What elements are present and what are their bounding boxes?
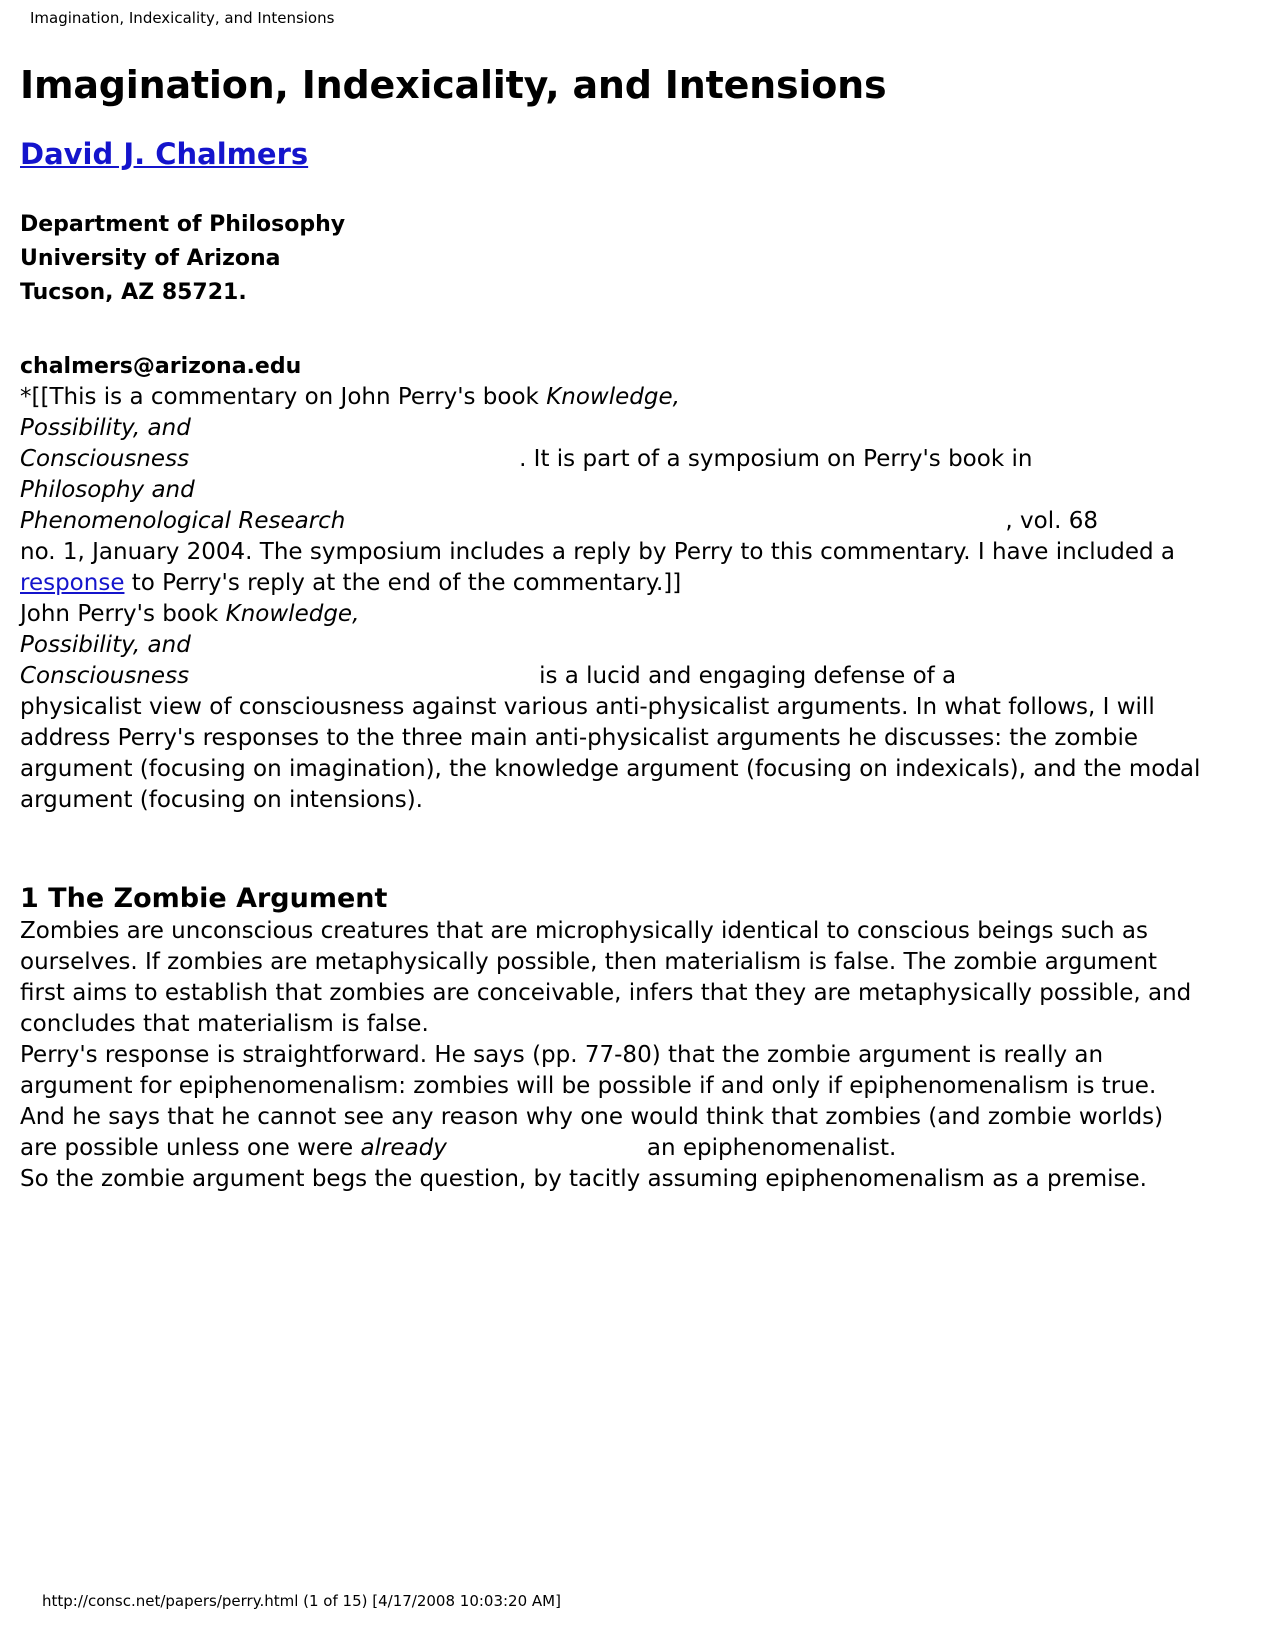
- affiliation-department: Department of Philosophy: [20, 212, 346, 237]
- section1-paragraph-1: Zombies are unconscious creatures that are microphysically identical to conscious beings such as ourselves. If zombies are metaphysically possible, then materialism is false. The zombie argument first aims to establish that zombies are conceivable, infers that they are metaphysically possible, and concludes that materialism is false.: [20, 918, 1192, 1037]
- footnote-journal-line2: Phenomenological Research: [20, 508, 346, 534]
- footnote-after-title: . It is part of a symposium on Perry's book in: [519, 446, 1033, 472]
- intro-lead: John Perry's book: [20, 601, 226, 627]
- affiliation-university: University of Arizona: [20, 246, 281, 271]
- footnote-book-title-line3: Consciousness: [20, 446, 190, 472]
- section-heading-1: 1 The Zombie Argument: [20, 883, 388, 914]
- section1-paragraph-2: [20, 1040, 1205, 1195]
- affiliation-city: Tucson, AZ 85721.: [20, 280, 247, 305]
- author-byline: [20, 136, 1205, 172]
- footnote-book-title-line1: Knowledge,: [546, 384, 680, 410]
- footnote-journal-line1: Philosophy and: [20, 477, 195, 503]
- intro-book-title-line3: Consciousness: [20, 663, 190, 689]
- page-title: Imagination, Indexicality, and Intensions: [20, 63, 887, 107]
- author-name: David J. Chalmers: [20, 137, 309, 171]
- footnote-book-title-line2: Possibility, and: [20, 415, 191, 441]
- footnote-paragraph: [20, 382, 1205, 599]
- author-link[interactable]: [20, 137, 319, 171]
- intro-rest: physicalist view of consciousness against various anti-physicalist arguments. In what follows, I will address Perry's responses to the three main anti-physicalist arguments he discusses: the zombie argument (focusing on imagination), the knowledge argument (focusing on indexicals), and the modal argument (focusing on intensions).: [20, 694, 1201, 813]
- intro-paragraph: [20, 599, 1205, 816]
- footnote-after-journal: , vol. 68: [1005, 508, 1098, 534]
- running-header: Imagination, Indexicality, and Intensions: [30, 9, 335, 27]
- emphasis-already: already: [360, 1135, 447, 1161]
- section1-para2-tail: So the zombie argument begs the question, by tacitly assuming epiphenomenalism as a premise.: [20, 1166, 1147, 1192]
- footnote-lead: *[[This is a commentary on John Perry's book: [20, 384, 547, 410]
- section1-para2-lead: Perry's response is straightforward. He says (pp. 77-80) that the zombie argument is really an argument for epiphenomenalism: zombies will be possible if and only if epiphenomenalism is true. And he says that he cannot see any reason why one would think that zombies (and zombie worlds) are possible unless one were: [20, 1042, 1164, 1161]
- document-content: [20, 62, 1205, 1195]
- page-footer: http://consc.net/papers/perry.html (1 of 15) [4/17/2008 10:03:20 AM]: [42, 1592, 561, 1610]
- footnote-continuation: no. 1, January 2004. The symposium includes a reply by Perry to this commentary. I have included a: [20, 539, 1176, 565]
- section1-para2-after-emphasis: an epiphenomenalist.: [646, 1135, 897, 1161]
- intro-book-title-line2: Possibility, and: [20, 632, 191, 658]
- author-email: chalmers@arizona.edu: [20, 354, 302, 379]
- intro-after-title: is a lucid and engaging defense of a: [539, 663, 957, 689]
- affiliation-block: [20, 208, 1205, 310]
- intro-book-title-line1: Knowledge,: [225, 601, 360, 627]
- footnote-tail: to Perry's reply at the end of the commentary.]]: [124, 570, 682, 596]
- response-link[interactable]: response: [20, 570, 125, 596]
